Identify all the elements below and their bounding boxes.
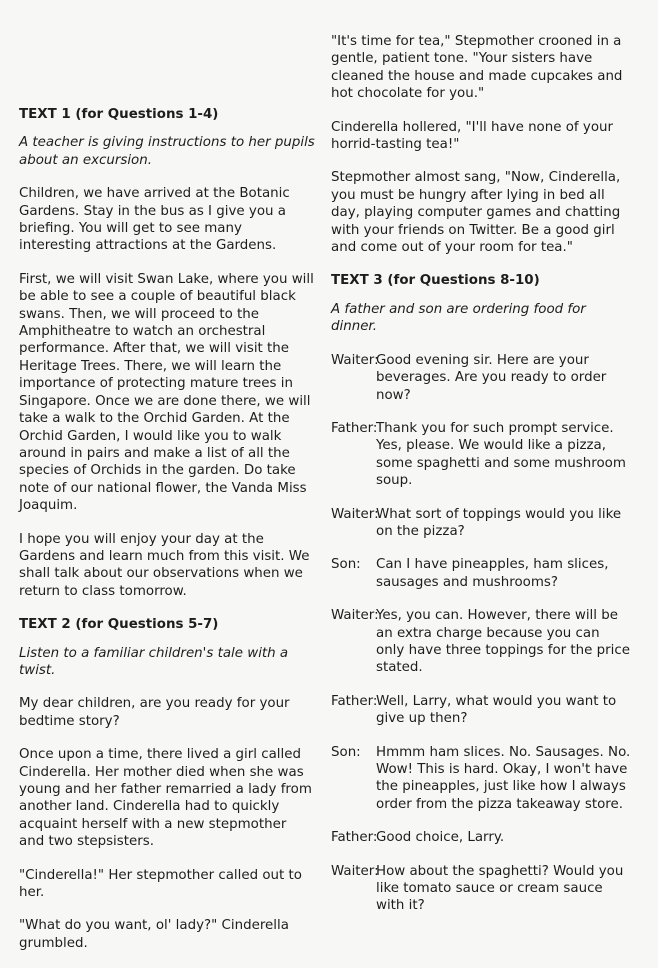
text1-heading: TEXT 1 (for Questions 1-4)	[19, 107, 219, 122]
speaker-line: Good evening sir. Here are your beverages. Are you ready to order now?	[376, 352, 607, 403]
text2-heading: TEXT 2 (for Questions 5-7)	[19, 617, 219, 633]
text2-paragraph: My dear children, are you ready for your bedtime story?	[19, 696, 290, 729]
speaker-line: How about the spaghetti? Would you like tomato sauce or cream sauce with it?	[376, 863, 624, 914]
text1-intro: A teacher is giving instructions to her pupils about an excursion.	[19, 135, 315, 168]
text1-paragraph: Children, we have arrived at the Botanic Gardens. Stay in the bus as I give you a briefing. You will get to see many interesting attractions at the Gardens.	[19, 186, 290, 254]
speaker-label: Waiter:	[331, 863, 379, 879]
text2-continued-paragraph: Cinderella hollered, "I'll have none of your horrid-tasting tea!"	[331, 119, 614, 153]
speaker-line: Hmmm ham slices. No. Sausages. No. Wow! This is hard. Okay, I won't have the pineapples, just like how I always order from the pizza takeaway store.	[376, 744, 631, 812]
dialogue-line	[331, 744, 631, 814]
text2-continued-paragraph: Stepmother almost sang, "Now, Cinderella, you must be hungry after lying in bed all day, playing computer games and chatting with your friends on Twitter. Be a good girl and come out of your room for tea."	[331, 170, 621, 256]
speaker-line: Well, Larry, what would you want to give up then?	[376, 693, 617, 727]
dialogue-line	[331, 420, 631, 490]
speaker-label: Father:	[331, 420, 378, 436]
dialogue-line	[331, 607, 631, 677]
speaker-line: Good choice, Larry.	[376, 830, 505, 846]
text2-continued-paragraph: "It's time for tea," Stepmother crooned in a gentle, patient tone. "Your sisters have cleaned the house and made cupcakes and hot chocolate for you."	[331, 34, 623, 102]
dialogue-line	[331, 352, 631, 404]
dialogue-line	[331, 829, 631, 846]
speaker-label: Waiter:	[331, 506, 379, 522]
speaker-line: What sort of toppings would you like on the pizza?	[376, 506, 622, 539]
text3-intro: A father and son are ordering food for dinner.	[331, 301, 586, 335]
speaker-label: Father:	[331, 830, 378, 846]
speaker-label: Waiter:	[331, 352, 379, 368]
text1-paragraph: First, we will visit Swan Lake, where you will be able to see a couple of beautiful black swans. Then, we will proceed to the Amphitheatre to watch an orchestral performance. After that, we will visit the Heritage Trees. There, we will learn the importance of protecting mature trees in Singapore. Once we are done there, we will take a walk to the Orchid Garden. At the Orchid Garden, I would like you to walk around in pairs and make a list of all the species of Orchids in the garden. Do take note of our national flower, the Vanda Miss Joaquim.	[19, 271, 314, 514]
speaker-line: Thank you for such prompt service. Yes, please. We would like a pizza, some spaghetti and some mushroom soup.	[376, 420, 626, 489]
text2-paragraph: "Cinderella!" Her stepmother called out to her.	[19, 867, 302, 901]
dialogue-line	[331, 863, 631, 915]
speaker-label: Son:	[331, 557, 361, 573]
dialogue-line	[331, 556, 631, 591]
text1-paragraph: I hope you will enjoy your day at the Gardens and learn much from this visit. We shall talk about our observations when we return to class tomorrow.	[19, 531, 310, 599]
right-column	[331, 0, 631, 931]
left-column	[19, 0, 315, 968]
text3-heading: TEXT 3 (for Questions 8-10)	[331, 273, 540, 289]
dialogue-line	[331, 693, 631, 728]
text2-paragraph: "What do you want, ol' lady?" Cinderella grumbled.	[19, 918, 289, 951]
speaker-label: Son:	[331, 744, 361, 760]
speaker-label: Waiter:	[331, 608, 379, 624]
speaker-label: Father:	[331, 693, 378, 709]
speaker-line: Yes, you can. However, there will be an extra charge because you can only have three toppings for the price stated.	[376, 608, 630, 676]
text2-intro: Listen to a familiar children's tale with a twist.	[19, 645, 289, 678]
speaker-line: Can I have pineapples, ham slices, sausages and mushrooms?	[376, 557, 609, 590]
dialogue-line	[331, 506, 631, 541]
text2-paragraph: Once upon a time, there lived a girl called Cinderella. Her mother died when she was young and her father remarried a lady from another land. Cinderella had to quickly acquaint herself with a new stepmother and two stepsisters.	[19, 747, 312, 850]
